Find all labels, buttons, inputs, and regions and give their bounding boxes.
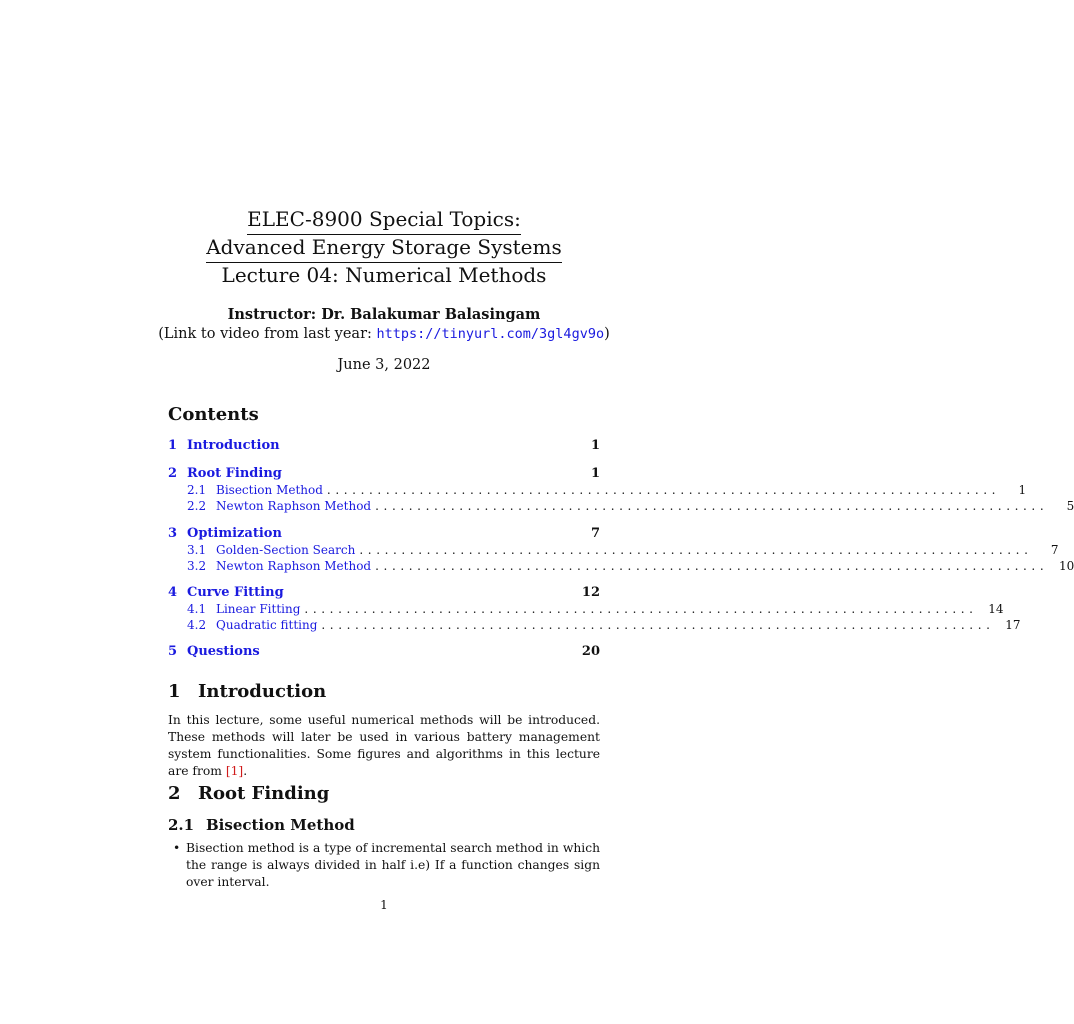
document-date: June 3, 2022 [337,357,431,373]
toc-section-label[interactable]: Curve Fitting [187,585,284,600]
subsection-2-1-number: 2.1 [168,816,195,834]
subsection-2-1-heading [168,816,355,834]
toc-section-5[interactable] [168,643,600,661]
toc-subsection-number: 3.2 [187,559,207,573]
toc-section-label[interactable]: Questions [187,644,260,659]
toc-section-page: 1 [590,438,600,453]
toc-leader-dots: ................................................................................ [375,559,1049,573]
toc-section-1[interactable] [168,437,600,455]
toc-section-2[interactable] [168,465,600,483]
toc-subsection-4-1[interactable] [187,601,1004,617]
title-line-3: Lecture 04: Numerical Methods [221,263,547,287]
toc-section-4[interactable] [168,584,600,602]
toc-subsection-label[interactable]: Newton Raphson Method [216,499,372,513]
toc-subsection-page: 17 [1005,618,1021,632]
toc-section-label[interactable]: Root Finding [187,466,282,481]
toc-subsection-3-2[interactable] [187,558,1074,574]
toc-section-page: 12 [581,585,600,600]
toc-section-number: 4 [168,585,178,600]
section-1-text: In this lecture, some useful numerical methods will be introduced. These methods will later be used in various battery management system functionalities. Some figures and algorithms in this lecture are from [168,713,600,778]
toc-subsection-2-2[interactable] [187,498,1074,514]
toc-leader-dots: ................................................................................ [359,543,1033,557]
video-link-prefix: (Link to video from last year: [158,326,377,342]
toc-subsection-number: 2.2 [187,499,207,513]
toc-section-number: 5 [168,644,178,659]
toc-subsection-number: 4.2 [187,618,207,632]
toc-section-number: 3 [168,526,178,541]
section-1-paragraph [168,712,600,780]
title-line-2: Advanced Energy Storage Systems [206,233,562,263]
subsection-2-1-title: Bisection Method [206,816,355,834]
contents-heading: Contents [168,404,259,425]
toc-subsection-page: 5 [1066,499,1074,513]
section-2-heading [168,783,329,804]
toc-subsection-page: 14 [988,602,1004,616]
toc-subsection-number: 3.1 [187,543,207,557]
toc-subsection-label[interactable]: Linear Fitting [216,602,301,616]
title-block [0,205,768,289]
page-number: 1 [380,898,388,912]
toc-leader-dots: ................................................................................ [375,499,1049,513]
toc-subsection-number: 2.1 [187,483,207,497]
section-1-text-end: . [243,764,248,778]
bullet-item [173,840,600,891]
section-1-heading [168,681,326,702]
bullet-text: Bisection method is a type of incremental search method in which the range is always divided in half i.e) If a function changes sign over interval. [186,841,600,889]
title-line-1: ELEC-8900 Special Topics: [247,205,521,235]
toc-section-page: 20 [581,644,600,659]
toc-subsection-2-1[interactable] [187,482,1027,498]
toc-section-3[interactable] [168,525,600,543]
toc-subsection-page: 1 [1018,483,1027,497]
section-1-number: 1 [168,681,181,702]
toc-section-label[interactable]: Optimization [187,526,282,541]
toc-subsection-number: 4.1 [187,602,207,616]
toc-subsection-label[interactable]: Golden-Section Search [216,543,356,557]
toc-subsection-label[interactable]: Bisection Method [216,483,323,497]
toc-subsection-label[interactable]: Newton Raphson Method [216,559,372,573]
toc-section-label[interactable]: Introduction [187,438,280,453]
citation-link[interactable]: [1] [225,764,244,778]
toc-leader-dots: ................................................................................ [321,618,995,632]
section-2-title: Root Finding [198,783,330,804]
toc-subsection-4-2[interactable] [187,617,1021,633]
video-link-suffix: ) [604,326,610,342]
toc-section-page: 7 [590,526,600,541]
toc-section-number: 1 [168,438,178,453]
video-link-url[interactable]: https://tinyurl.com/3gl4gv9o [376,326,605,342]
toc-subsection-page: 7 [1050,543,1059,557]
toc-subsection-3-1[interactable] [187,542,1059,558]
bullet-icon: • [173,841,181,855]
toc-section-page: 1 [590,466,600,481]
toc-leader-dots: ................................................................................ [304,602,978,616]
instructor-name: Instructor: Dr. Balakumar Balasingam [227,306,541,323]
toc-subsection-page: 10 [1058,559,1074,573]
toc-section-number: 2 [168,466,178,481]
section-2-number: 2 [168,783,181,804]
toc-leader-dots: ................................................................................ [326,483,1001,497]
toc-subsection-label[interactable]: Quadratic fitting [216,618,318,632]
video-link-line [0,326,768,342]
section-1-title: Introduction [198,681,327,702]
